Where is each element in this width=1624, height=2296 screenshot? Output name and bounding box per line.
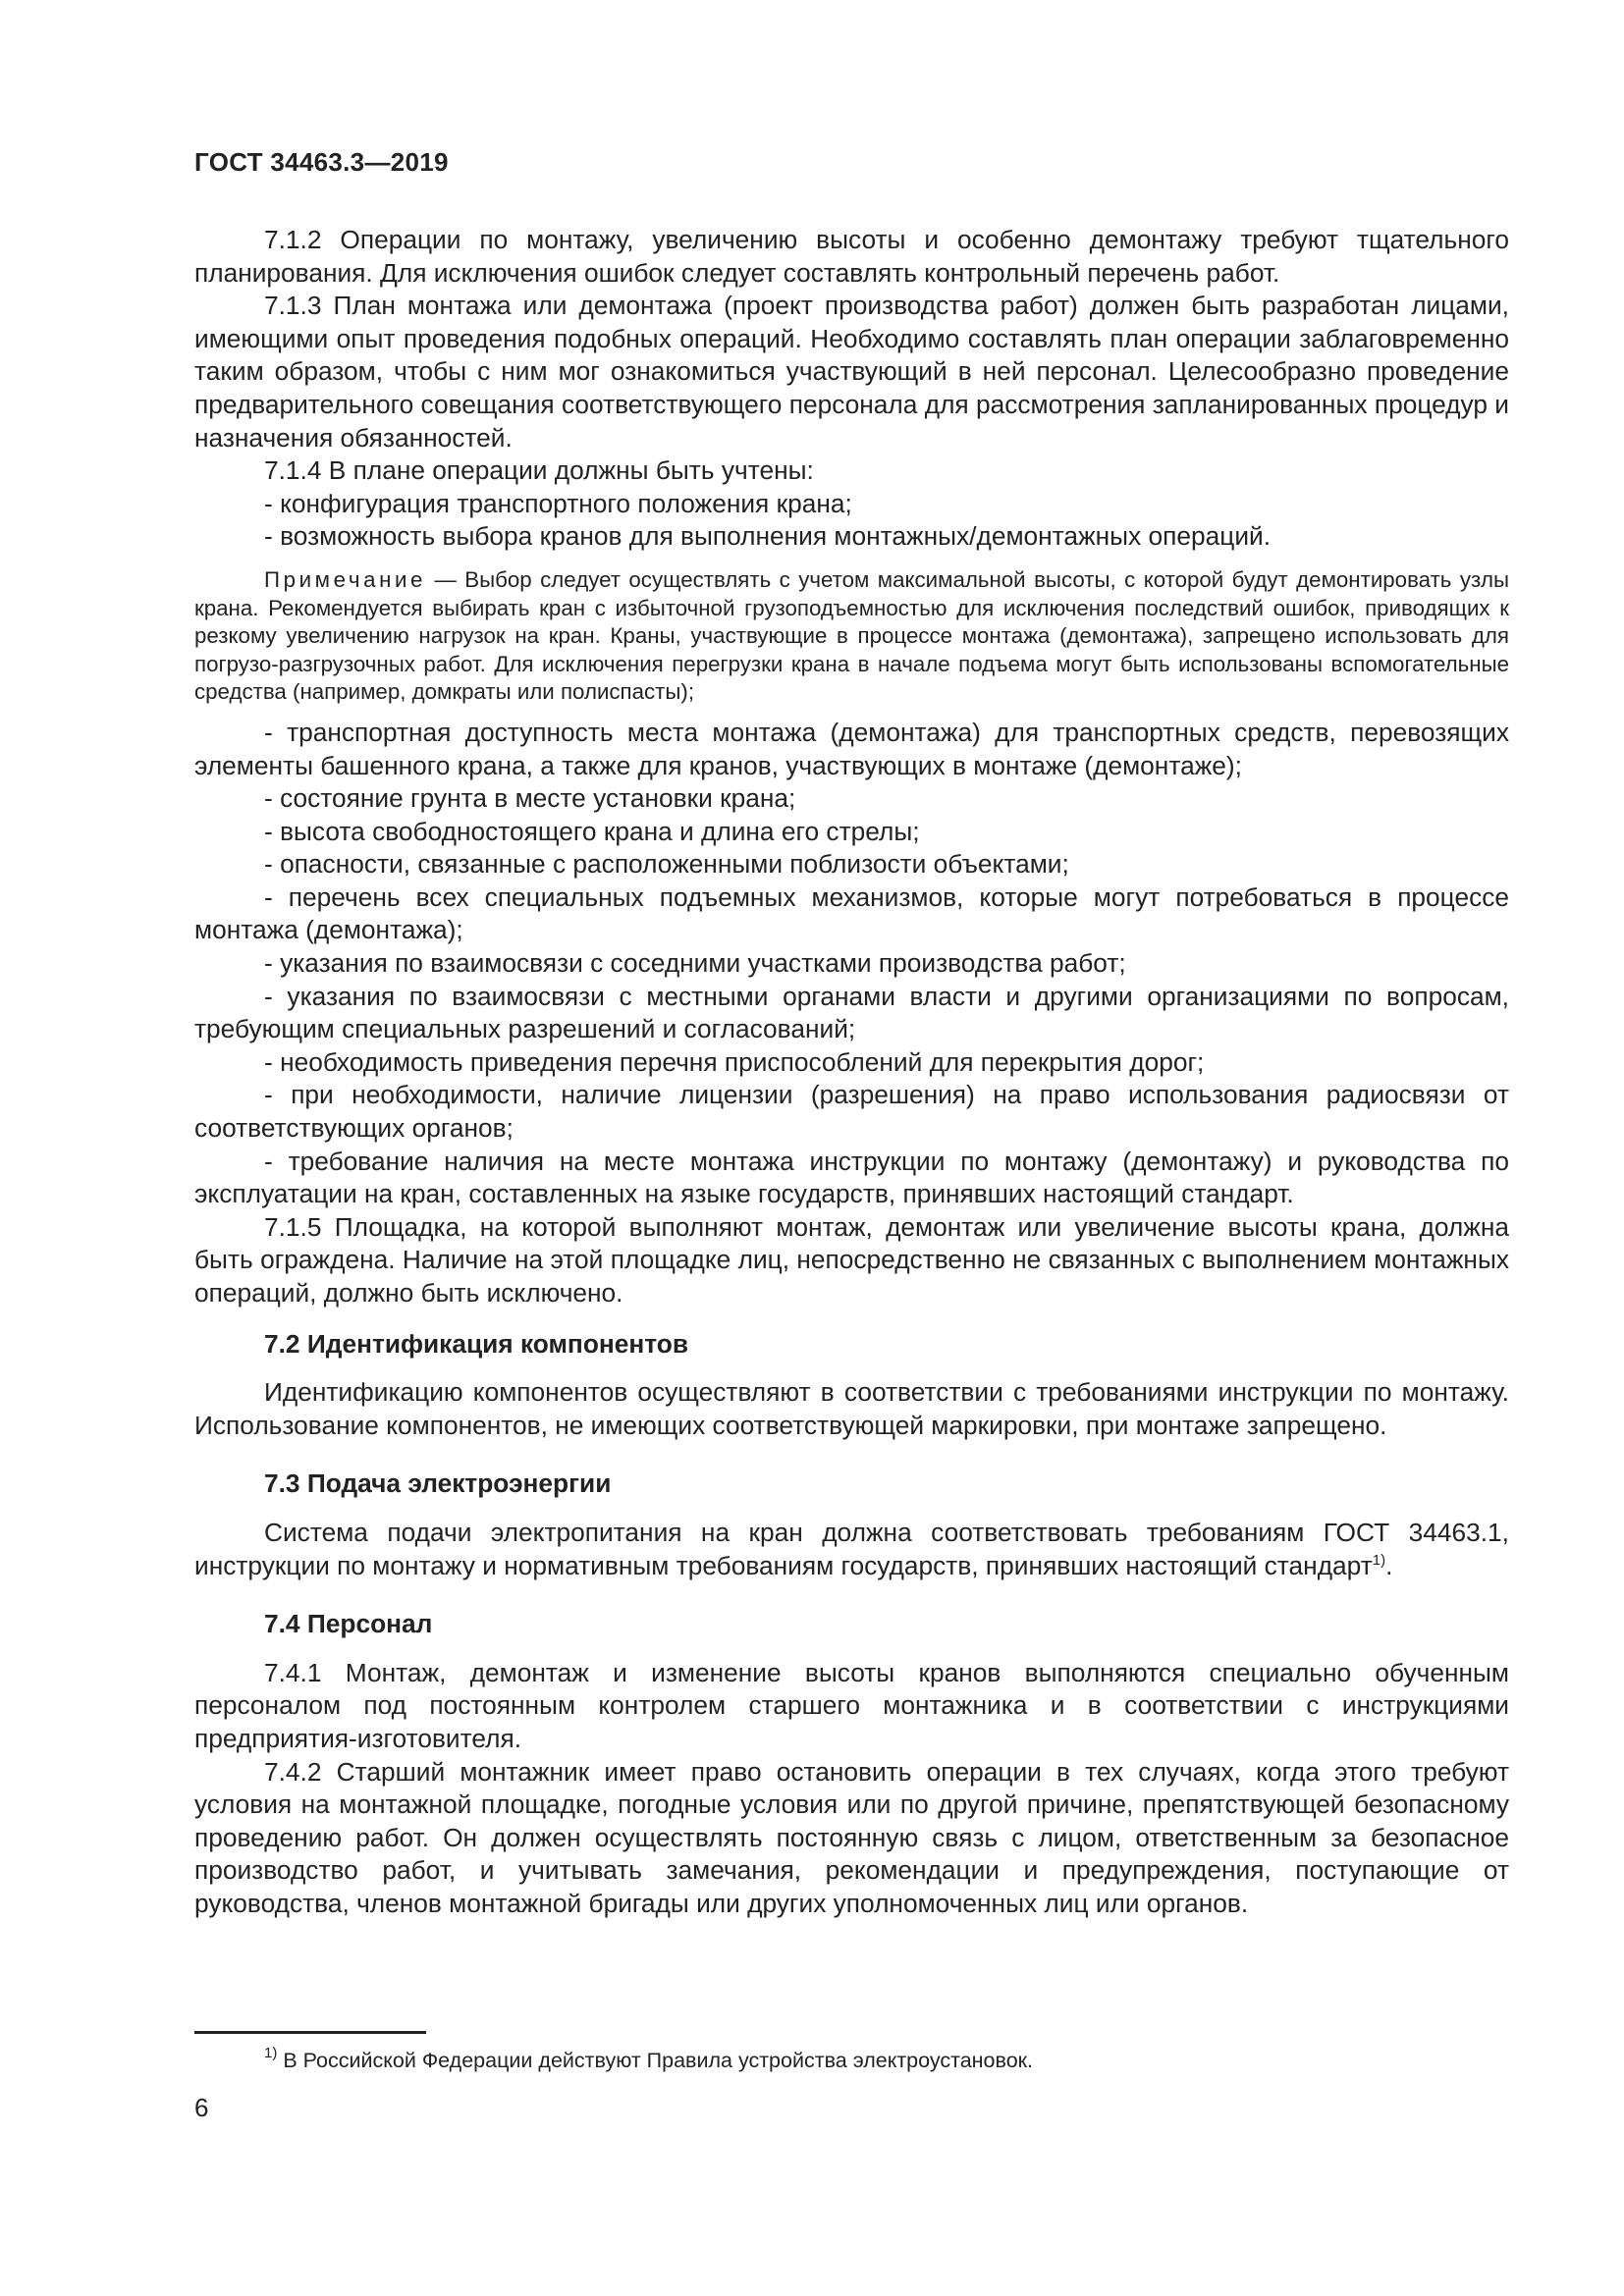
paragraph-7-1-3: 7.1.3 План монтажа или демонтажа (проект производства работ) должен быть разработан лицами, имеющими опыт проведения подобных операций. Необходимо составлять план операции заблаговременно таким образом, чтобы с ним мог ознакомиться участвующий в ней персонал. Целесообразно проведение предварительного совещания соответствующего персонала для рассмотрения запланированных процедур и назначения обязанностей.: [194, 291, 1509, 453]
page-number: 6: [194, 2093, 209, 2122]
paragraph-7-1-5: 7.1.5 Площадка, на которой выполняют монтаж, демонтаж или увеличение высоты крана, должна быть ограждена. Наличие на этой площадке лиц, непосредственно не связанных с выполнением монтажных операций, должно быть исключено.: [194, 1211, 1509, 1308]
list-item: - указания по взаимосвязи с местными органами власти и другими организациями по вопросам, требующим специальных разрешений и согласований;: [194, 981, 1509, 1044]
paragraph-7-1-4: 7.1.4 В плане операции должны быть учтены:: [264, 455, 814, 486]
paragraph-7-2: Идентификацию компонентов осуществляют в соответствии с требованиями инструкции по монтажу. Использование компонентов, не имеющих соответствующей маркировки, при монтаже запрещено.: [194, 1377, 1509, 1440]
footnote-mark: 1): [264, 2045, 278, 2061]
footnote-text: В Российской Федерации действуют Правила устройства электроустановок.: [277, 2049, 1034, 2073]
note: [194, 566, 1509, 707]
section-heading-7-4: 7.4 Персонал: [264, 1609, 433, 1639]
list-item: - возможность выбора кранов для выполнения монтажных/демонтажных операций.: [264, 521, 1272, 552]
list-item: - высота свободностоящего крана и длина его стрелы;: [264, 816, 920, 846]
footnote: [264, 2042, 1033, 2074]
document-code-header: ГОСТ 34463.3—2019: [194, 147, 449, 177]
note-label: Примечание: [264, 566, 427, 592]
footnote-separator: [194, 2031, 426, 2034]
list-item: - необходимость приведения перечня приспособлений для перекрытия дорог;: [264, 1046, 1205, 1077]
list-item: - указания по взаимосвязи с соседними участками производства работ;: [264, 948, 1126, 979]
paragraph-7-3: [194, 1517, 1509, 1582]
list-item: - требование наличия на месте монтажа инструкции по монтажу (демонтажу) и руководства по эксплуатации на кран, составленных на языке государств, принявших настоящий стандарт.: [194, 1146, 1509, 1209]
list-item: - состояние грунта в месте установки крана;: [264, 783, 796, 814]
section-heading-7-3: 7.3 Подача электроэнергии: [264, 1468, 612, 1499]
paragraph-7-4-2: 7.4.2 Старший монтажник имеет право остановить операции в тех случаях, когда этого требуют условия на монтажной площадке, погодные условия или по другой причине, препятствующей безопасному проведению работ. Он должен осуществлять постоянную связь с лицом, ответственным за безопасное производство работ, и учитывать замечания, рекомендации и предупреждения, поступающие от руководства, членов монтажной бригады или других уполномоченных лиц или органов.: [194, 1756, 1509, 1918]
paragraph-7-4-1: 7.4.1 Монтаж, демонтаж и изменение высоты кранов выполняются специально обученным персоналом под постоянным контролем старшего монтажника и в соответствии с инструкциями предприятия-изготовителя.: [194, 1657, 1509, 1753]
paragraph-7-3-text: Система подачи электропитания на кран должна соответствовать требованиям ГОСТ 34463.1, инструкции по монтажу и нормативным требованиям государств, принявших настоящий стандарт: [194, 1517, 1509, 1580]
footnote-reference: 1): [1372, 1551, 1386, 1569]
note-text: — Выбор следует осуществлять с учетом максимальной высоты, с которой будут демонтировать узлы крана. Рекомендуется выбирать кран с избыточной грузоподъемностью для исключения последствий ошибок, приводящих к резкому увеличению нагрузок на кран. Краны, участвующие в процессе монтажа (демонтажа), запрещено использовать для погрузо-разгрузочных работ. Для исключения перегрузки крана в начале подъема могут быть использованы вспомогательные средства (например, домкраты или полиспасты);: [194, 566, 1509, 705]
paragraph-7-1-2: 7.1.2 Операции по монтажу, увеличению высоты и особенно демонтажу требуют тщательного планирования. Для исключения ошибок следует составлять контрольный перечень работ.: [194, 225, 1509, 288]
document-body: [194, 224, 1509, 1921]
list-item: - конфигурация транспортного положения крана;: [264, 488, 852, 518]
list-item: - перечень всех специальных подъемных механизмов, которые могут потребоваться в процессе монтажа (демонтажа);: [194, 881, 1509, 945]
paragraph-7-3-end: .: [1385, 1550, 1393, 1580]
list-item: - транспортная доступность места монтажа (демонтажа) для транспортных средств, перевозящих элементы башенного крана, а также для кранов, участвующих в монтаже (демонтаже);: [194, 717, 1509, 780]
list-item: - опасности, связанные с расположенными поблизости объектами;: [264, 849, 1069, 880]
section-heading-7-2: 7.2 Идентификация компонентов: [264, 1328, 689, 1359]
list-item: - при необходимости, наличие лицензии (разрешения) на право использования радиосвязи от соответствующих органов;: [194, 1080, 1509, 1144]
